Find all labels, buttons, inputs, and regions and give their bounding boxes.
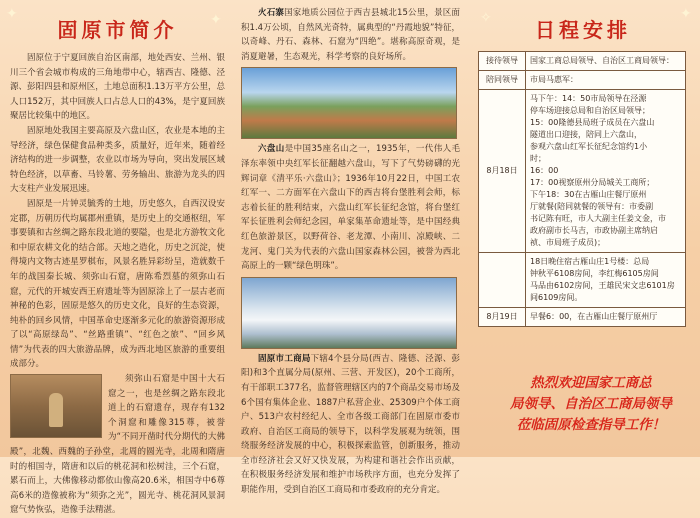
sparkle-decoration: ✦ [680,6,692,22]
row-line: 16：00 [530,166,559,175]
row-line: 17：00视察原州分局城关工商所； [530,178,655,187]
row-line: 钟秋平6108房间，李红梅6105房间 [530,269,659,278]
row-label: 8月19日 [479,308,526,327]
aic-paragraph [241,352,460,498]
right-column [468,0,700,457]
row-line: 厅就餐(陪同就餐的领导有：市委副 [530,202,654,211]
intro-paragraph-4: 须弥山石窟是中国十大石窟之一，也是丝绸之路东段北道上的石窟遗存，现存有132个洞窟和雕像315尊，被誉为“不同开凿时代分期代的大佛殿”，北魏、西魏的子孙堂，北周的圆光寺，北周和隋唐时的相国寺，隋唐和以后的桃花洞和松树洼，三个石窟，累石而上，大佛像移动都依山像高20.6米，相国寺中6尊高6米的造像被称为“须弥之光”，圆光寺、桃花洞风景洞窟气势恢弘，造像手法精湛。 [10,374,225,516]
row-label: 陪同领导 [479,71,526,90]
row-label [479,253,526,308]
left-title: 固原市简介 [57,18,178,42]
row-line: 参观六盘山红军长征纪念馆约1小 [530,142,648,151]
row-line: 间6109房间。 [530,293,583,302]
row-line: 15：00隆德县局班子成员在六盘山 [530,118,655,127]
welcome-line: 热烈欢迎国家工商总 [530,375,652,391]
middle-column [235,0,466,496]
sea-of-clouds-photo [241,277,457,349]
aic-title: 固原市工商局 [258,353,311,364]
row-content [526,253,686,308]
row-line: 时； [530,154,546,163]
row-content [526,90,686,253]
row-line: 隧道出口迎接，陪同上六盘山， [530,130,642,139]
row-line: 市局马惠军： [530,75,578,84]
table-row [479,90,686,253]
table-row [479,52,686,71]
welcome-line: 莅临固原检查指导工作！ [516,417,666,433]
sparkle-decoration: ✧ [480,10,492,26]
table-row [479,308,686,327]
row-line: 早餐6：00，在古雁山庄餐厅原州厅 [530,312,658,321]
row-label: 8月18日 [479,90,526,253]
row-line: 停车场迎接总局和自治区局领导； [530,106,650,115]
row-line: 下午18：30在古雁山庄餐厅原州 [530,190,647,199]
huoshizhai-text: 国家地质公园位于西吉县城北15公里，景区面积1.4万公顷，自然风光奇特，属典型的“丹霞地貌”特征，以奇峰、丹石、森林、石窟为“四绝”。堪称高原奇观，是消夏避暑，生态观光，科学考察的良好场所。 [241,8,460,62]
sparkle-decoration: ✦ [210,12,222,28]
row-content [526,71,686,90]
row-content [526,52,686,71]
welcome-banner [486,373,696,436]
liupanshan-text: 是中国35座名山之一，1935年，一代伟人毛泽东率领中央红军长征翻越六盘山，写下了气势磅礴的光辉词章《清平乐·六盘山》；1936年10月22日，中国工农红军一、二方面军在六盘山下的西吉将台堡胜利会师，标志着长征的胜利结束，六盘山红军长征纪念馆，将台堡红军长征胜利会师纪念园，单家集革命遗址等，是中国经典红色旅游景区，以野荷谷、老龙潭、小南川、凉殿峡、二龙河、鬼门关为代表的六盘山国家森林公园，被誉为西北高原上的一颗“绿色明珠”。 [241,144,460,272]
row-line: 18日晚住宿古雁山庄1号楼：总局 [530,257,650,266]
row-line: 国家工商总局领导、自治区工商局领导： [530,56,674,65]
row-line: 祯、市局班子成员)； [530,238,606,247]
schedule-table [478,51,686,327]
xumishan-buddha-photo [10,374,102,438]
sparkle-decoration: ✦ [6,6,18,22]
row-content [526,308,686,327]
huoshizhai-paragraph [241,6,460,64]
huoshizhai-landscape-photo [241,67,457,139]
buddha-statue-icon [49,393,63,427]
left-column [0,0,233,516]
row-line: 马品由6102房间，王雄民宋文忠6101房 [530,281,675,290]
huoshizhai-title: 火石寨 [258,8,285,18]
table-row [479,253,686,308]
aic-text: 下辖4个县分局(西吉、隆德、泾源、彭阳)和3个直属分局(原州、三营、开发区)，20个工商所，有干部职工377名，监督管理辖区内的7个商品交易市场及6个国有集体企业、1887户私营企业、25309户个体工商户、513户农村经纪人、全市各级工商部门在固原市委市政府、自治区工商局的领导下，以科学发展观为统领，围绕服务经济发展的中心，积极探索监管，创新服务，推动全市经济社会又好又快发展，为构建和谐社会作出贡献，在积极服务经济发展和维护市场秩序方面，也充分发挥了职能作用，受到自治区工商局和市委政府的充分肯定。 [241,353,460,496]
intro-paragraph-2: 固原地处我国主要高原及六盘山区，农业是本地的主导经济，绿色保健食品种类多，质量好，近年来，随着经济结构的进一步调整，农业以市场为导向，突出发展区域特色经济，以草畜、马铃薯、劳务输出、旅游为龙头的四大支柱产业发展迅速。 [10,125,225,195]
welcome-line: 局领导、自治区工商局领导 [510,396,672,412]
row-line: 马下午：14：50市局领导在泾源 [530,94,647,103]
schedule-title: 日程安排 [535,18,631,42]
intro-paragraph-3: 固原是一片钟灵毓秀的土地，历史悠久，自西汉设安定郡，历朝历代均属郡州重镇，是历史上的交通枢纽，军事要镇和古丝绸之路东段北道的要隘，也是北方游牧文化和中原农耕文化的结合部。天地之造化，历史之沉淀，使得境内文物古迹星罗棋布，风景名胜异彩纷呈，造就数千年的战国秦长城、须弥山石窟，唐陈希烈墓的须弥山石窟，元代的开城安西王府遗址等为固原涂上了一层古老而神秘的色彩，固原是悠久的历史文化，良好的生态资源，纯朴的回乡风情，中国革命史逐渐多元化的旅游资源形成了以“高原绿岛”、“丝路重镇”、“红色之旅”、“回乡风情”为代表的四大旅游品牌，成为西北地区旅游的重要组成部分。 [10,198,225,370]
table-row [479,71,686,90]
row-label: 接待领导 [479,52,526,71]
row-line: 政府副市长马吉，市政协副主席纳启 [530,226,658,235]
intro-paragraph-1: 固原位于宁夏回族自治区南部，地处西安、兰州、银川三个省会城市构成的三角地带中心，辖西吉、隆德、泾源、彭阳四县和原州区，土地总面积1.13万平方公里，总人口152万，其中回族人口占总人口的43%，是宁夏回族聚居比较集中的地区。 [10,53,225,122]
liupanshan-paragraph [241,142,460,273]
liupanshan-title: 六盘山 [258,144,285,155]
row-line: 书记陈有旺，市人大副主任姜文金，市 [530,214,666,223]
